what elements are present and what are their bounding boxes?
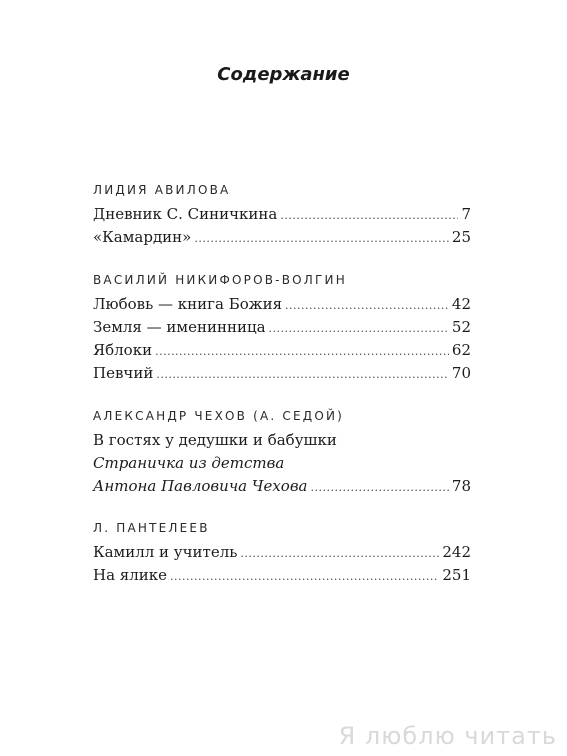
dot-leader: [156, 363, 449, 386]
dot-leader: [285, 294, 449, 317]
toc-entry[interactable]: [93, 564, 471, 587]
page-number: 42: [451, 295, 471, 313]
dot-leader: [155, 340, 449, 363]
entry-title: Дневник С. Синичкина: [93, 205, 278, 223]
toc-section-avilova: [93, 180, 471, 249]
entry-title: Земля — именинница: [93, 318, 266, 336]
entry-title: Яблоки: [93, 341, 153, 359]
toc-entry[interactable]: [93, 316, 471, 339]
toc-entry[interactable]: [93, 475, 471, 498]
toc-section-chekhov: [93, 406, 471, 498]
toc-entry[interactable]: [93, 541, 471, 564]
entry-title: Певчий: [93, 364, 154, 382]
page-title: Содержание: [217, 64, 350, 85]
toc-entry[interactable]: [93, 339, 471, 362]
page-number: 70: [451, 364, 471, 382]
entry-title[interactable]: В гостях у дедушки и бабушки: [93, 431, 337, 449]
dot-leader: [170, 565, 439, 588]
page-number: 78: [451, 477, 471, 495]
toc-entry[interactable]: [93, 362, 471, 385]
dot-leader: [240, 542, 439, 565]
page-number: 25: [451, 228, 471, 246]
dot-leader: [280, 204, 458, 227]
entry-subtitle: Страничка из детства: [93, 454, 285, 472]
dot-leader: [269, 317, 449, 340]
author-heading: ВАСИЛИЙ НИКИФОРОВ-ВОЛГИН: [93, 273, 347, 287]
entry-subtitle: Антона Павловича Чехова: [93, 477, 308, 495]
author-heading: ЛИДИЯ АВИЛОВА: [93, 183, 231, 197]
toc-entry[interactable]: [93, 203, 471, 226]
page-number: 242: [442, 543, 471, 561]
author-heading: АЛЕКСАНДР ЧЕХОВ (А. СЕДОЙ): [93, 409, 345, 423]
entry-title: Любовь — книга Божия: [93, 295, 283, 313]
toc-section-panteleev: [93, 518, 471, 587]
dot-leader: [311, 476, 449, 499]
dot-leader: [194, 227, 449, 250]
page-number: 62: [451, 341, 471, 359]
entry-title: На ялике: [93, 566, 168, 584]
toc-entry[interactable]: [93, 293, 471, 316]
page-number: 7: [461, 205, 471, 223]
toc-section-nikiforov-volgin: [93, 270, 471, 385]
page-number: 251: [442, 566, 471, 584]
watermark: Я люблю читать: [338, 722, 557, 750]
author-heading: Л. ПАНТЕЛЕЕВ: [93, 521, 210, 535]
toc-entry[interactable]: [93, 226, 471, 249]
entry-title: «Камардин»: [93, 228, 192, 246]
page-number: 52: [451, 318, 471, 336]
entry-title: Камилл и учитель: [93, 543, 238, 561]
